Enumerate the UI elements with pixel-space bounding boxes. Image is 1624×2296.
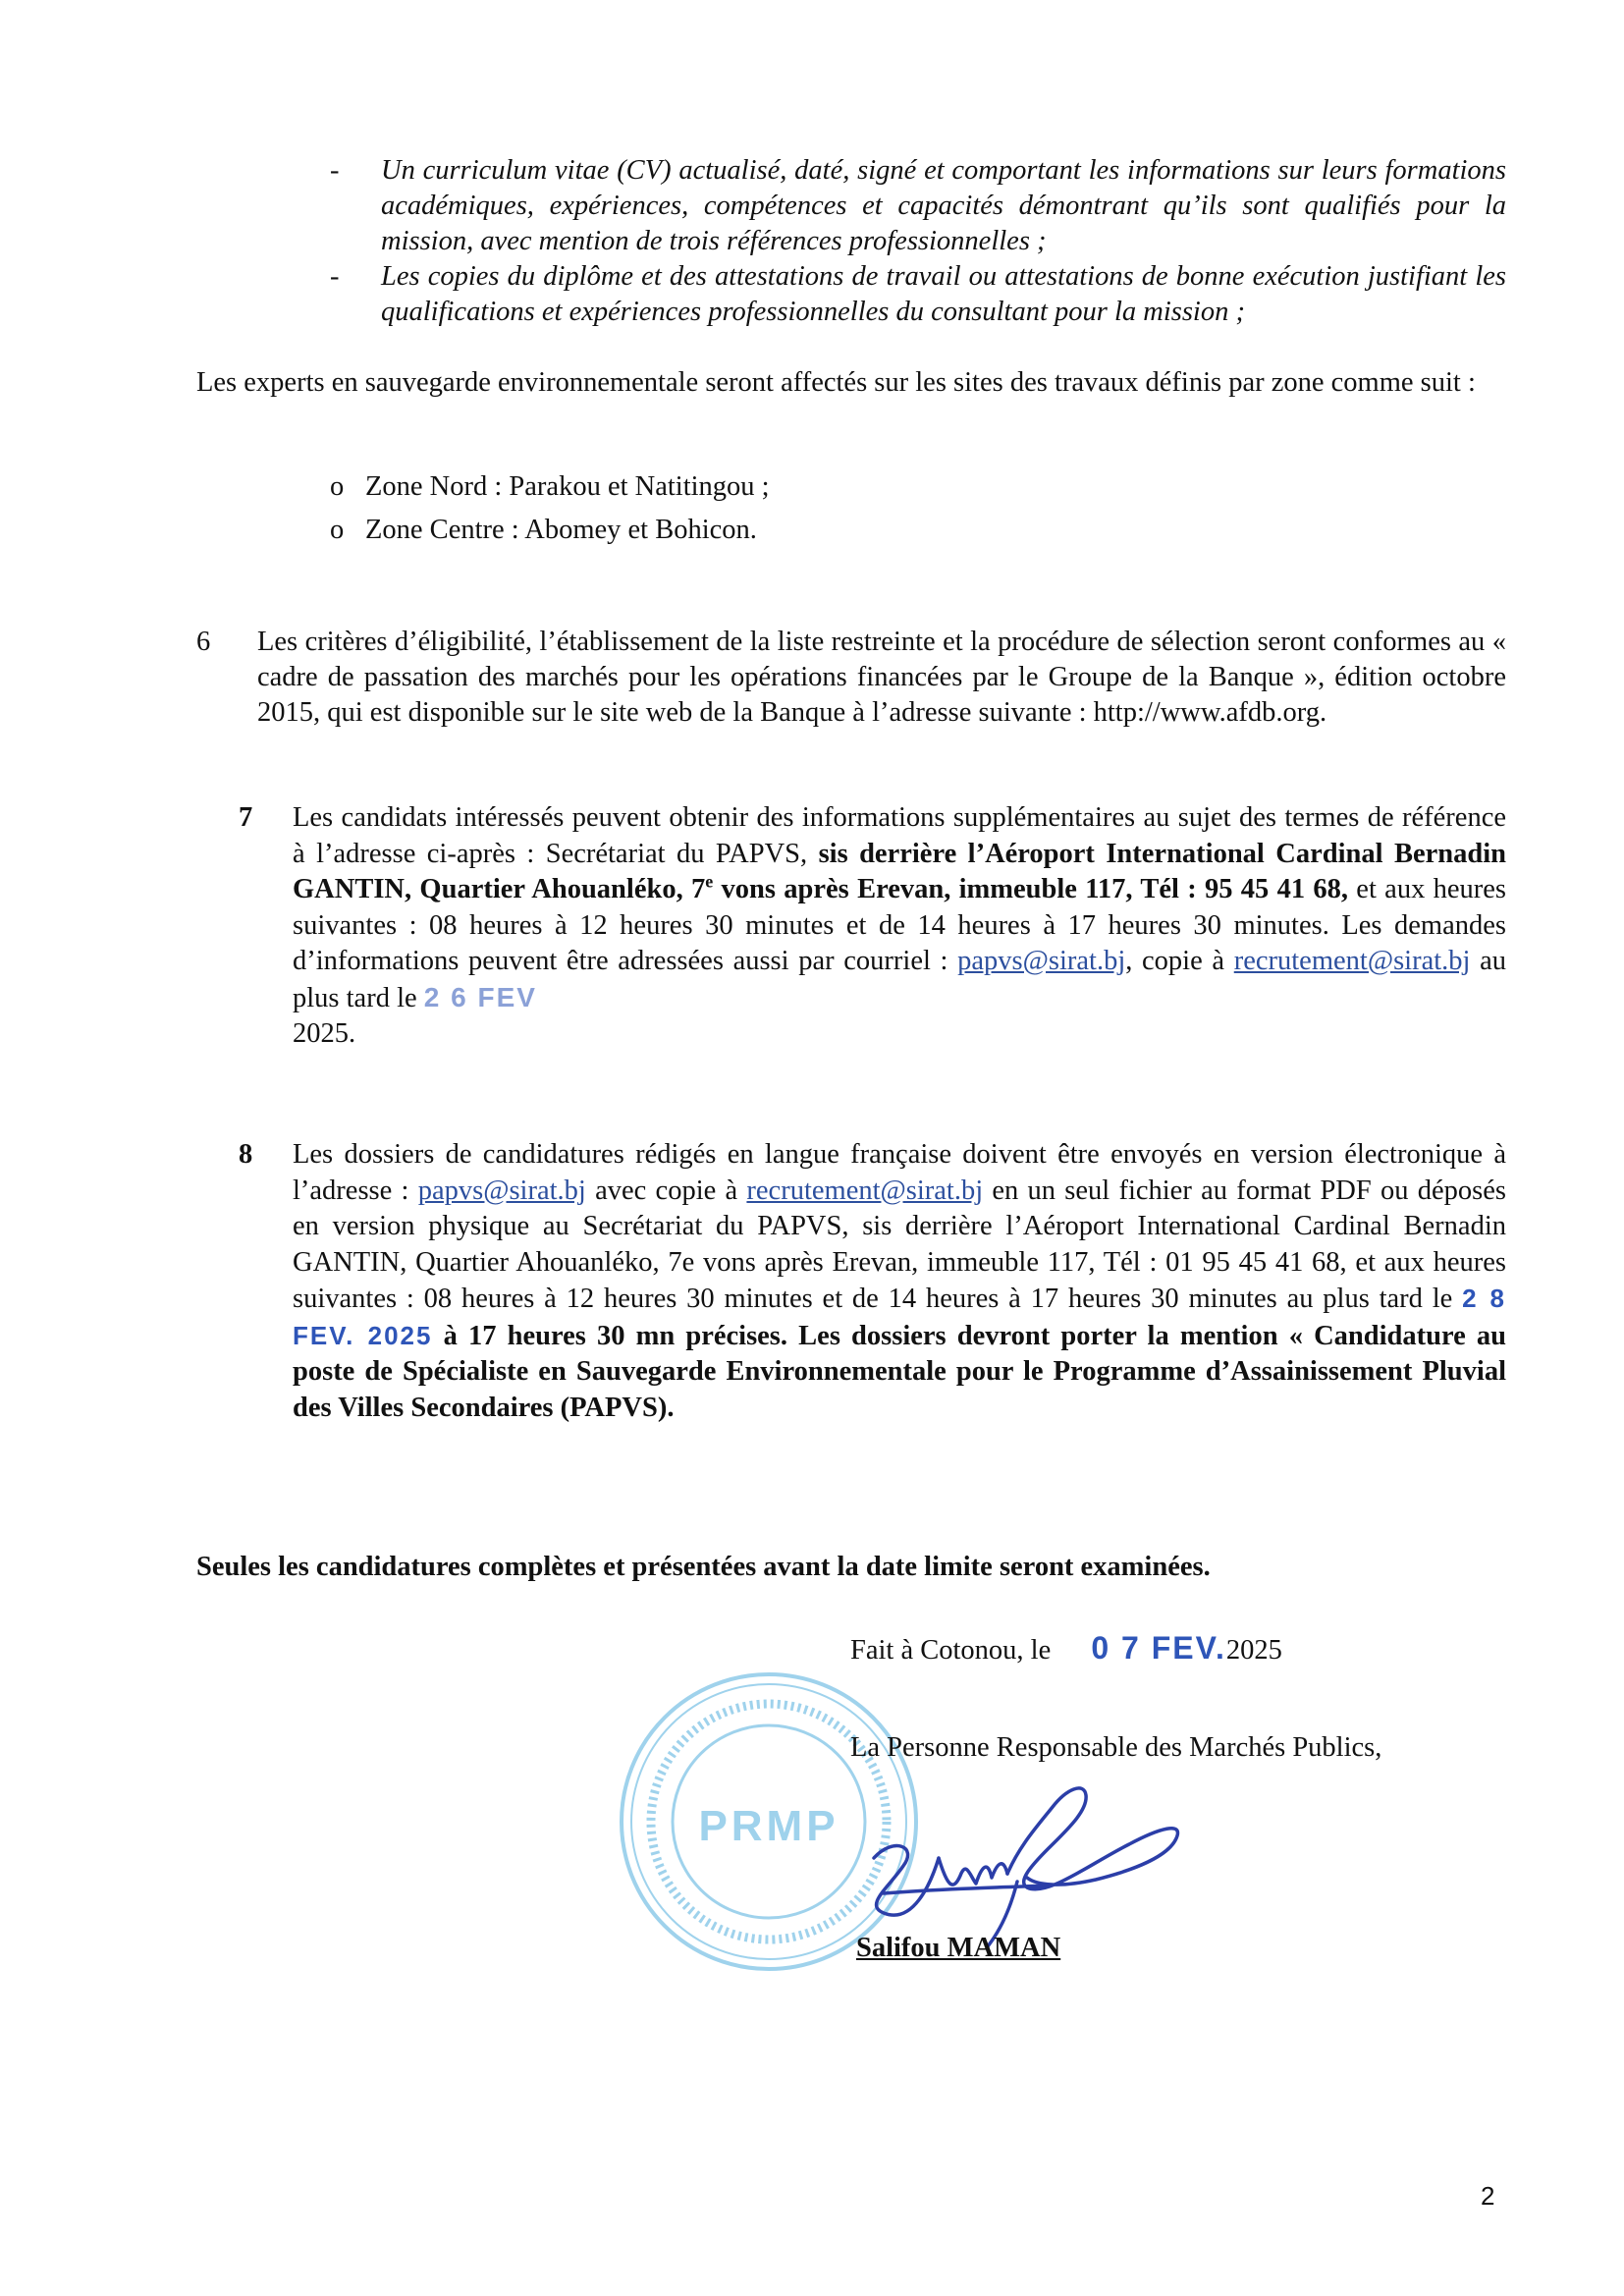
page-number: 2 — [1481, 2181, 1495, 2211]
zone-item — [330, 469, 1410, 513]
email-link-recrutement[interactable]: recrutement@sirat.bj — [1233, 946, 1471, 976]
list-dash: - — [330, 155, 340, 186]
zones-list — [330, 469, 1410, 556]
email-link-recrutement[interactable]: recrutement@sirat.bj — [746, 1175, 984, 1206]
p7-address-cont: vons après Erevan, immeuble 117, Tél : 95 45 41 68, — [713, 874, 1349, 904]
paragraph-number: 8 — [239, 1139, 253, 1170]
email-link-papvs[interactable]: papvs@sirat.bj — [417, 1175, 586, 1206]
date-stamp: 0 7 FEV. — [1091, 1630, 1226, 1666]
signatory-title: La Personne Responsable des Marchés Publics, — [850, 1732, 1382, 1763]
zone-text: Zone Centre : Abomey et Bohicon. — [365, 515, 757, 545]
p7-year: 2025. — [293, 1018, 356, 1049]
email-link-papvs[interactable]: papvs@sirat.bj — [957, 946, 1126, 976]
paragraph-number: 6 — [196, 627, 211, 657]
requirements-list — [330, 153, 1506, 330]
zone-bullet: o — [330, 515, 345, 545]
requirement-item — [330, 259, 1506, 330]
zone-bullet: o — [330, 471, 345, 502]
p7-text: au plus tard le — [293, 946, 1506, 1013]
place-date-year: 2025 — [1225, 1635, 1282, 1666]
paragraph-8 — [293, 1137, 1506, 1426]
zone-text: Zone Nord : Parakou et Natitingou ; — [365, 471, 770, 502]
p8-deadline-bold: à 17 heures 30 mn précises. Les dossiers devront porter la mention « Candidature au poste de Spécialiste en Sauvegarde Environnementale pour le Programme d’Assainissement Pluvial des Villes Secondaires (PAPVS). — [293, 1320, 1507, 1423]
paragraph-7 — [293, 800, 1506, 1053]
p7-address: sis derrière l’Aéroport International Cardinal Bernadin GANTIN, Quartier Ahouanléko, 7 — [293, 838, 1506, 904]
p8-text: avec copie à — [585, 1175, 747, 1206]
date-stamp: 2 8 FEV. 2025 — [293, 1284, 1506, 1350]
requirement-text: Les copies du diplôme et des attestations de travail ou attestations de bonne exécution justifiant les qualifications et expériences professionnelles du consultant pour la mission ; — [381, 261, 1506, 327]
requirement-text: Un curriculum vitae (CV) actualisé, daté, signé et comportant les informations sur leurs formations académiques, expériences, compétences et capacités démontrant qu’ils sont qualifiés pour la mission, avec mention de trois références professionnelles ; — [381, 155, 1506, 256]
p8-text: Les dossiers de candidatures rédigés en langue française doivent être envoyés en version électronique à l’adresse : — [293, 1139, 1506, 1206]
date-stamp: 2 6 FEV — [423, 981, 537, 1012]
requirement-item — [330, 153, 1506, 259]
closing-note: Seules les candidatures complètes et présentées avant la date limite seront examinées. — [196, 1552, 1211, 1582]
place-date — [850, 1630, 1400, 1668]
experts-intro: Les experts en sauvegarde environnementale seront affectés sur les sites des travaux définis par zone comme suit : — [196, 367, 1476, 398]
place-date-prefix: Fait à Cotonou, le — [850, 1635, 1052, 1666]
zone-item — [330, 513, 1410, 556]
seal-center-text: PRMP — [698, 1802, 839, 1850]
p7-text: , copie à — [1125, 946, 1234, 976]
paragraph-6: Les critères d’éligibilité, l’établissement de la liste restreinte et la procédure de sélection seront conformes au « cadre de passation des marchés pour les opérations financées par le Groupe de la Banque », édition octobre 2015, qui est disponible sur le site web de la Banque à l’adresse suivante : http://www.afdb.org. — [257, 627, 1506, 728]
p7-superscript: e — [705, 871, 714, 892]
p8-text: en un seul fichier au format PDF ou déposés en version physique au Secrétariat du PAPVS, sis derrière l’Aéroport International Cardinal Bernadin GANTIN, Quartier Ahouanléko, 7e vons après Erevan, immeuble 117, Tél : 01 95 45 41 68, et aux heures suivantes : 08 heures à 12 heures 30 minutes et de 14 heures à 17 heures 30 minutes au plus tard le — [293, 1175, 1506, 1314]
p7-text: et aux heures suivantes : 08 heures à 12 heures 30 minutes et de 14 heures à 17 heures 30 minutes. Les demandes d’informations peuvent être adressées aussi par courriel : — [293, 874, 1507, 976]
p7-text: Les candidats intéressés peuvent obtenir des informations supplémentaires au sujet des termes de référence à l’adresse ci-après : Secrétariat du PAPVS, — [293, 802, 1506, 869]
list-dash: - — [330, 261, 340, 292]
paragraph-number: 7 — [239, 802, 253, 833]
signatory-name: Salifou MAMAN — [856, 1933, 1061, 1963]
